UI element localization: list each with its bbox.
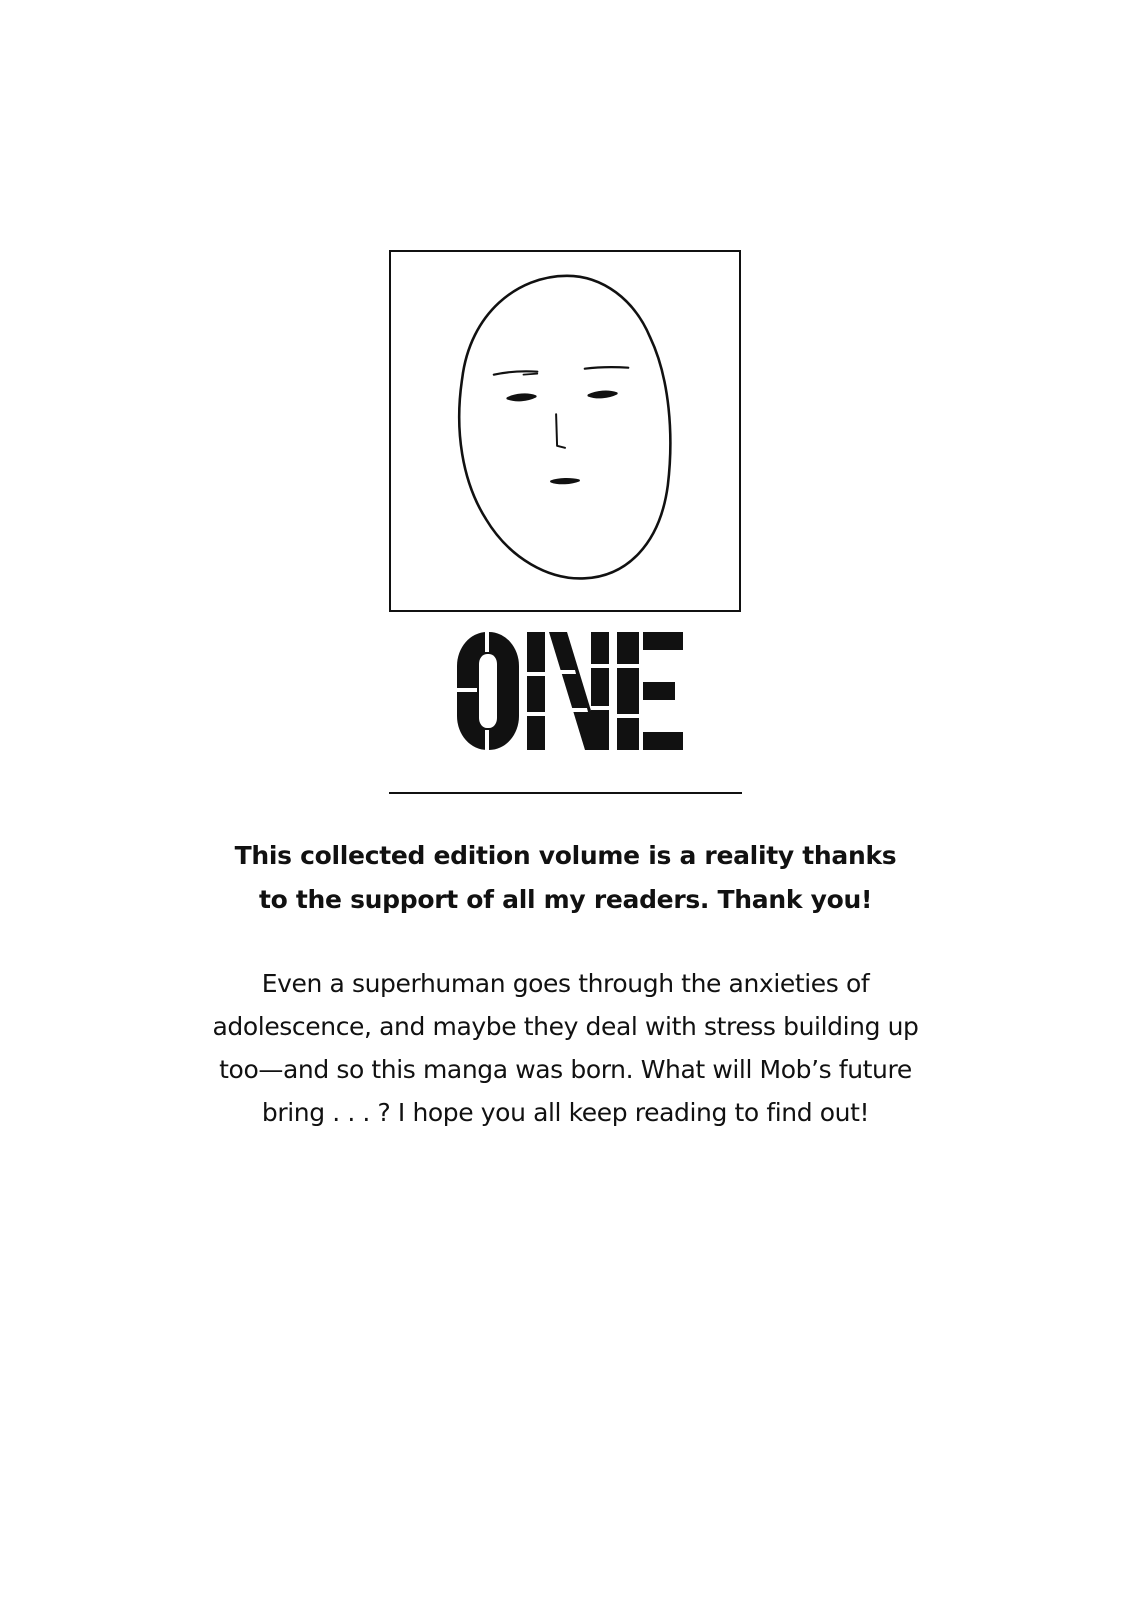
thanks-line: to the support of all my readers. Thank you! — [258, 885, 873, 914]
author-portrait-frame — [389, 250, 741, 612]
author-comment — [140, 962, 991, 1134]
comment-line: bring . . . ? I hope you all keep reading to find out! — [261, 1098, 870, 1127]
author-face-icon — [391, 252, 739, 610]
section-divider — [389, 792, 742, 794]
comment-line: too—and so this manga was born. What will Mob’s future — [219, 1055, 912, 1084]
comment-line: Even a superhuman goes through the anxieties of — [261, 969, 870, 998]
thanks-message — [140, 834, 991, 922]
logo-letter-n — [527, 632, 609, 750]
thanks-line: This collected edition volume is a reality thanks — [234, 841, 897, 870]
comment-line: adolescence, and maybe they deal with stress building up — [212, 1012, 919, 1041]
logo-letter-e — [617, 632, 683, 750]
logo-letter-o — [455, 632, 519, 750]
author-name-logo — [455, 632, 685, 750]
